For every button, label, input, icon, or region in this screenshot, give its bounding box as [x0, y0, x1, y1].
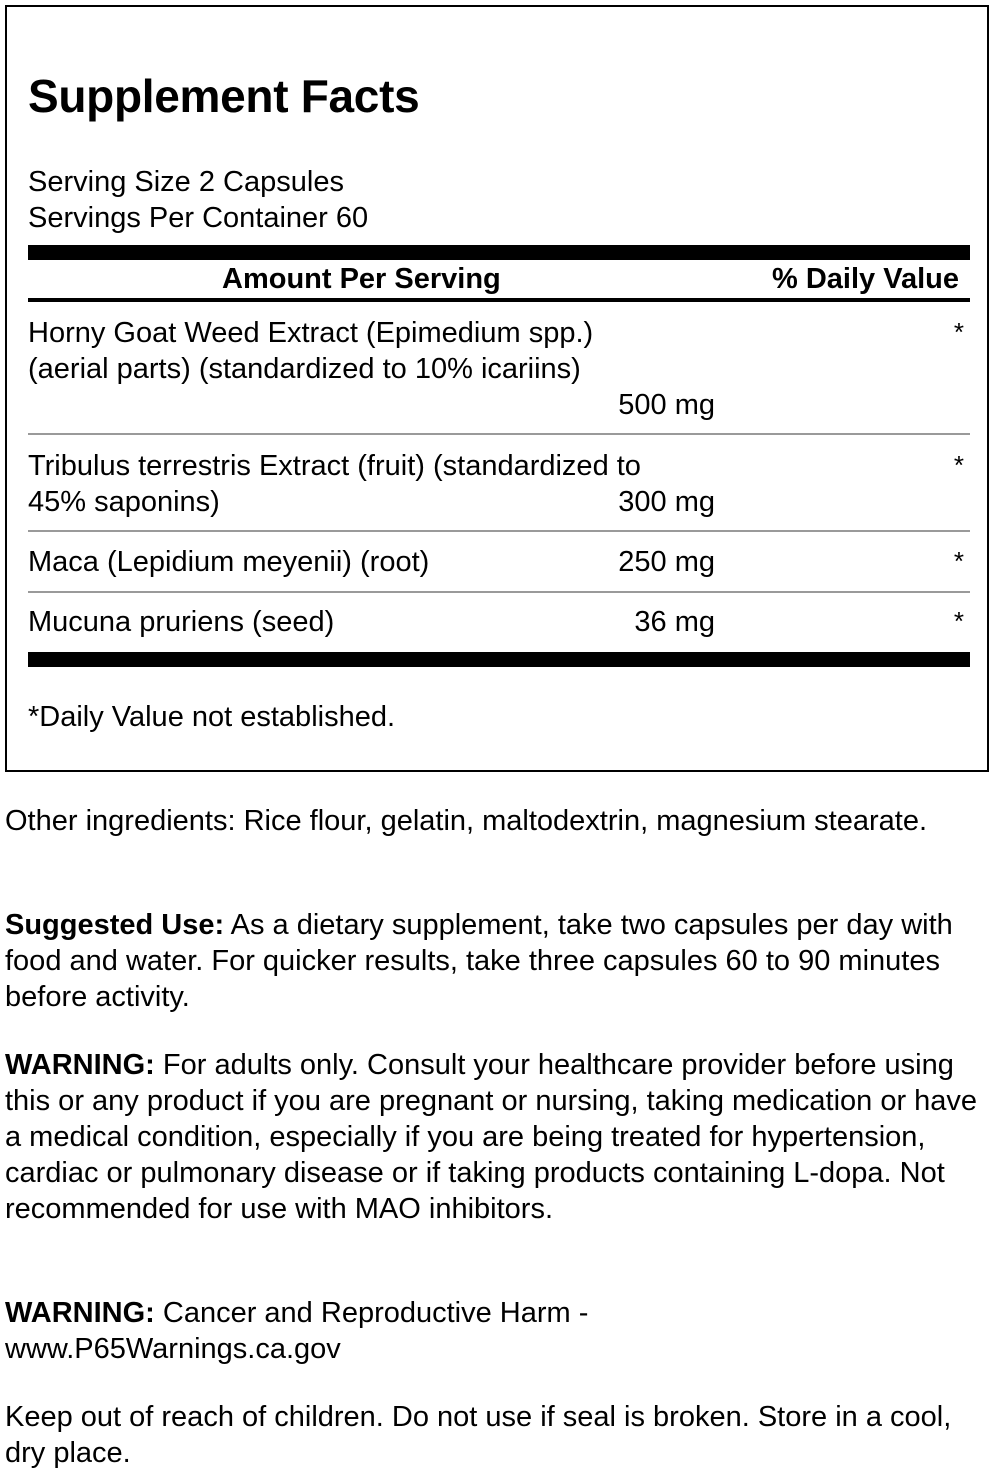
panel-title: Supplement Facts: [28, 70, 420, 122]
ingredient-amount: 250 mg: [618, 546, 715, 578]
servings-per-container: Servings Per Container 60: [28, 202, 369, 234]
suggested-use-text: As a dietary supplement, take two capsules per day with food and water. For quicker results, take three capsules 60 to 90 minutes before activity.: [5, 909, 953, 1013]
row-separator: [28, 433, 970, 435]
storage-instructions: Keep out of reach of children. Do not use if seal is broken. Store in a cool, dry place.: [5, 1401, 952, 1469]
other-ingredients: Other ingredients: Rice flour, gelatin, maltodextrin, magnesium stearate.: [5, 805, 928, 837]
amount-per-serving-header: Amount Per Serving: [222, 263, 501, 295]
serving-size: Serving Size 2 Capsules: [28, 166, 344, 198]
ingredient-name: Mucuna pruriens (seed): [28, 606, 335, 638]
row-separator: [28, 591, 970, 593]
ingredient-amount: 500 mg: [618, 389, 715, 421]
suggested-use: [5, 907, 990, 1015]
thick-divider-bottom: [28, 652, 970, 667]
warning-label: WARNING:: [5, 1049, 155, 1081]
ingredient-dv: *: [953, 606, 964, 636]
warning-text: For adults only. Consult your healthcare provider before using this or any product if you are pregnant or nursing, taking medication or have a medical condition, especially if you are being treated for hypertension, cardiac or pulmonary disease or if taking products containing L-dopa. Not recommended for use with MAO inhibitors.: [5, 1049, 978, 1225]
supplement-facts-panel: [5, 5, 989, 772]
ingredient-amount: 300 mg: [618, 486, 715, 518]
thick-divider-top: [28, 245, 970, 260]
warning-label: WARNING:: [5, 1297, 155, 1329]
ingredient-name: Horny Goat Weed Extract (Epimedium spp.): [28, 317, 594, 349]
warning-prop65: [5, 1295, 705, 1367]
ingredient-dv: *: [953, 317, 964, 347]
warning-adults: [5, 1047, 990, 1227]
warning-text: Cancer and Reproductive Harm - www.P65Warnings.ca.gov: [5, 1297, 589, 1365]
header-divider: [28, 298, 970, 302]
daily-value-header: % Daily Value: [772, 263, 959, 295]
row-separator: [28, 530, 970, 532]
ingredient-dv: *: [953, 450, 964, 480]
suggested-use-label: Suggested Use:: [5, 909, 225, 941]
daily-value-footnote: *Daily Value not established.: [28, 701, 396, 733]
ingredient-amount: 36 mg: [634, 606, 715, 638]
ingredient-name: Maca (Lepidium meyenii) (root): [28, 546, 430, 578]
ingredient-dv: *: [953, 546, 964, 576]
ingredient-name: Tribulus terrestris Extract (fruit) (standardized to: [28, 450, 641, 482]
ingredient-name-cont: 45% saponins): [28, 486, 220, 518]
ingredient-name-cont: (aerial parts) (standardized to 10% icariins): [28, 353, 581, 385]
